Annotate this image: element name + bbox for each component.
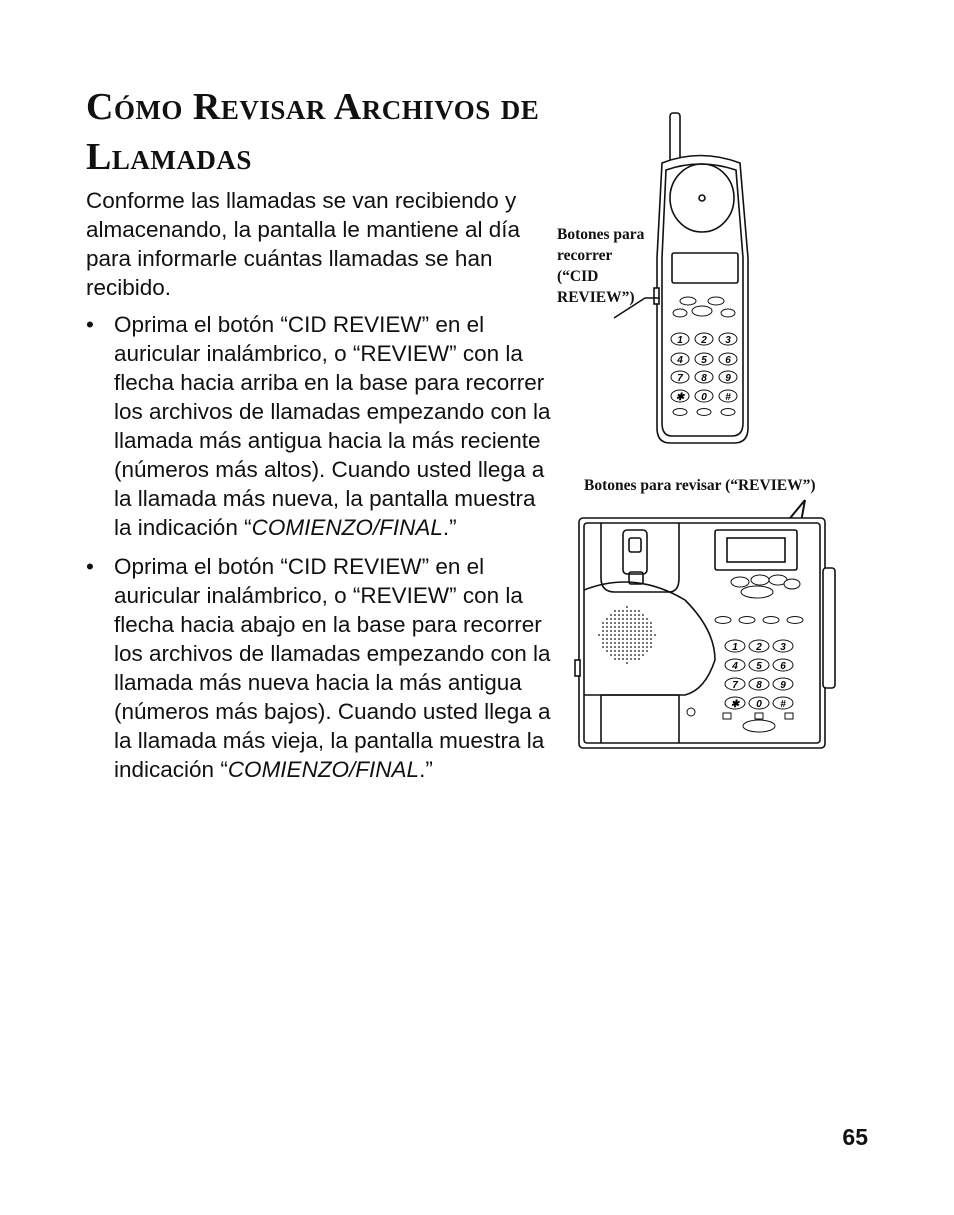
- display-indication: COMIENZO/FINAL: [227, 757, 420, 782]
- page-title: Cómo Revisar Archivos de Llamadas: [86, 86, 540, 178]
- svg-text:5: 5: [756, 661, 762, 672]
- svg-text:0: 0: [756, 699, 762, 710]
- svg-text:#: #: [725, 392, 731, 403]
- page-number: 65: [842, 1124, 868, 1150]
- svg-text:9: 9: [725, 373, 731, 384]
- bullet-text: Oprima el botón “CID REVIEW” en el auricular inalámbrico, o “REVIEW” con la flecha hacia arriba en la base para recorrer los archivos de llamadas empezando con la llamada más antigua hacia la más reciente (números más altos). Cuando usted llega a la llamada más nueva, la pantalla muestra la indicación “: [114, 312, 551, 540]
- svg-text:7: 7: [732, 680, 738, 691]
- bullet-text: Oprima el botón “CID REVIEW” en el auricular inalámbrico, o “REVIEW” con la flecha hacia abajo en la base para recorrer los archivos de llamadas empezando con la llamada más nueva hacia la más antigua (números más bajos). Cuando usted llega a la llamada más vieja, la pantalla muestra la indicación “: [114, 554, 551, 782]
- svg-text:3: 3: [780, 642, 786, 653]
- svg-text:7: 7: [677, 373, 683, 384]
- svg-text:1: 1: [732, 642, 738, 653]
- svg-text:#: #: [780, 699, 786, 710]
- svg-text:4: 4: [732, 661, 738, 672]
- svg-text:8: 8: [701, 373, 707, 384]
- svg-text:2: 2: [756, 642, 762, 653]
- base-buttons-label: Botones para revisar (“REVIEW”): [584, 477, 816, 494]
- svg-text:5: 5: [701, 355, 707, 366]
- svg-text:6: 6: [780, 661, 786, 672]
- base-unit-illustration: [575, 500, 855, 760]
- svg-text:0: 0: [701, 392, 707, 403]
- bullet-mark: •: [86, 554, 94, 579]
- bullet-tail: .”: [442, 515, 457, 540]
- svg-text:9: 9: [780, 680, 786, 691]
- display-indication: COMIENZO/FINAL: [251, 515, 443, 540]
- intro-paragraph: Conforme las llamadas se van recibiendo y almacenando, la pantalla le mantiene al día para informarle cuántas llamadas se han recibido.: [86, 188, 521, 300]
- bullet-mark: •: [86, 312, 94, 337]
- svg-text:8: 8: [756, 680, 762, 691]
- bullet-tail: .”: [419, 757, 433, 782]
- svg-text:6: 6: [725, 355, 731, 366]
- svg-text:3: 3: [725, 335, 731, 346]
- svg-text:1: 1: [677, 335, 683, 346]
- svg-text:2: 2: [701, 335, 707, 346]
- svg-text:✱: ✱: [730, 699, 740, 710]
- handset-buttons-label: Botones para recorrer (“CID REVIEW”): [557, 226, 645, 306]
- svg-text:4: 4: [677, 355, 683, 366]
- svg-text:✱: ✱: [675, 392, 685, 403]
